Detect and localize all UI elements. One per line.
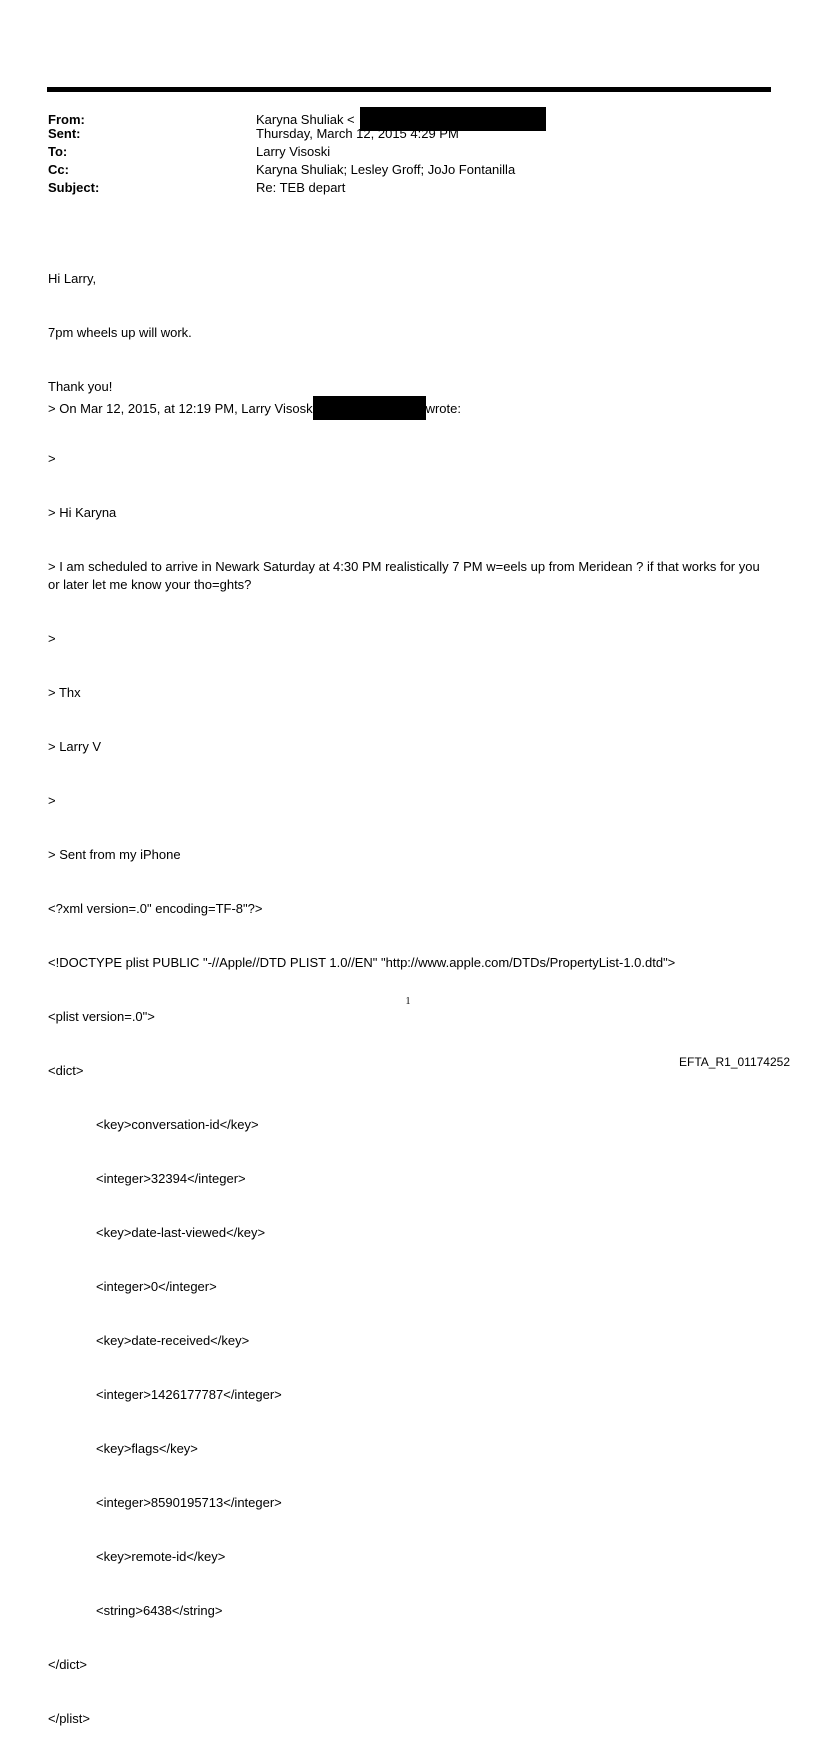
plist-entry: <integer>32394</integer> [96,1171,246,1186]
to-row [48,143,546,161]
subject-row [48,179,546,197]
document-id: EFTA_R1_01174252 [679,1055,790,1069]
xml-declaration: <?xml version=.0" encoding=TF-8"?> [48,901,263,916]
quoted-line: > I am scheduled to arrive in Newark Saturday at 4:30 PM realistically 7 PM w=eels up from Meridean ? if that works for you or later let me know your tho=ghts? [48,559,760,592]
redaction-box [313,396,426,420]
plist-entry: <key>conversation-id</key> [96,1117,259,1132]
plist-entry: <key>flags</key> [96,1441,198,1456]
cc-label: Cc: [48,162,69,177]
dict-open: <dict> [48,1063,84,1078]
plist-entry: <integer>1426177787</integer> [96,1387,282,1402]
quoted-line: > Sent from my iPhone [48,847,181,862]
quoted-message [48,360,768,1746]
sent-value: Thursday, March 12, 2015 4:29 PM [256,126,459,141]
sent-label: Sent: [48,126,81,141]
plist-entry: <key>date-received</key> [96,1333,250,1348]
to-label: To: [48,144,68,159]
plist-entry: <string>6438</string> [96,1603,223,1618]
header-divider [47,87,771,92]
subject-value: Re: TEB depart [256,180,346,195]
plist-entry: <key>remote-id</key> [96,1549,226,1564]
quoted-line: > Thx [48,685,81,700]
quoted-line: > [48,631,56,646]
plist-entry: <key>date-last-viewed</key> [96,1225,266,1240]
subject-label: Subject: [48,180,100,195]
from-name: Karyna Shuliak < [256,112,355,127]
message-line: Hi Larry, [48,271,97,286]
quoted-line: > Larry V [48,739,102,754]
email-header [48,107,546,197]
page-number: 1 [405,996,411,1007]
to-value: Larry Visoski [256,144,331,159]
dict-close: </dict> [48,1657,88,1672]
plist-close: </plist> [48,1711,90,1726]
quoted-intro [48,396,768,414]
quoted-intro-suffix: wrote: [425,401,461,416]
plist-entry: <integer>8590195713</integer> [96,1495,282,1510]
message-line: Thank you! [48,379,113,394]
cc-row [48,161,546,179]
quoted-line: > [48,451,56,466]
quoted-line: > [48,793,56,808]
from-label: From: [48,112,85,127]
doctype-line: <!DOCTYPE plist PUBLIC "-//Apple//DTD PLIST 1.0//EN" "http://www.apple.com/DTDs/PropertyList-1.0.dtd"> [48,955,676,970]
message-line: 7pm wheels up will work. [48,325,192,340]
quoted-intro-prefix: > On Mar 12, 2015, at 12:19 PM, Larry Visosk [48,401,313,416]
cc-value: Karyna Shuliak; Lesley Groff; JoJo Fontanilla [256,162,516,177]
plist-open: <plist version=.0"> [48,1009,155,1024]
quoted-line: > Hi Karyna [48,505,117,520]
plist-entry: <integer>0</integer> [96,1279,217,1294]
from-row [48,107,546,125]
